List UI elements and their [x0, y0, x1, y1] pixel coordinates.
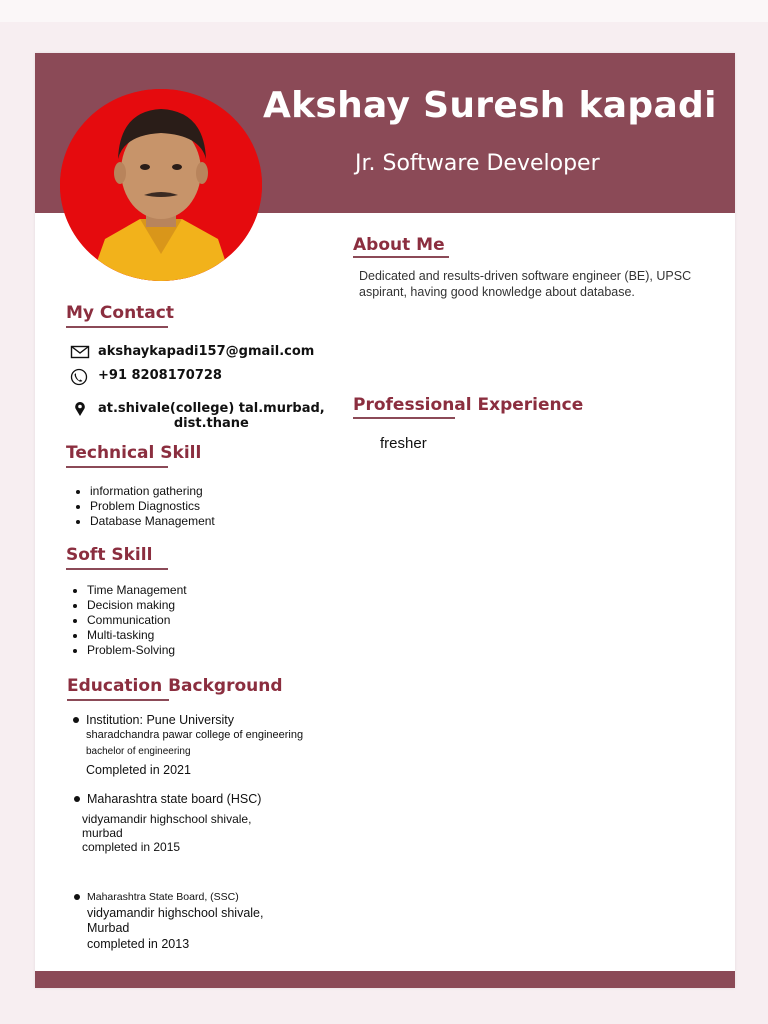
contact-phone-row: [70, 368, 222, 384]
education-heading: Education Background: [67, 676, 283, 696]
address-line-2: dist.thane: [173, 416, 249, 431]
contact-underline: [66, 326, 168, 328]
experience-text: fresher: [380, 435, 427, 452]
education-completed: completed in 2013: [87, 937, 190, 951]
bullet: [74, 894, 80, 900]
resume-page: [35, 53, 735, 988]
list-item: • information gathering: [90, 484, 215, 499]
education-place: Murbad: [87, 921, 130, 935]
top-strip: [0, 0, 768, 22]
contact-address-row: [70, 401, 325, 431]
profile-photo: [60, 89, 262, 281]
education-place: murbad: [82, 826, 123, 840]
location-pin-icon: [70, 401, 90, 417]
about-text: Dedicated and results-driven software engineer (BE), UPSC aspirant, having good knowledge about database.: [359, 269, 692, 299]
address-line-1: at.shivale(college) tal.murbad,: [98, 401, 325, 416]
experience-heading: Professional Experience: [353, 395, 584, 415]
education-completed: Completed in 2021: [86, 763, 191, 777]
contact-phone[interactable]: +91 8208170728: [98, 368, 222, 383]
list-item: • Database Management: [90, 514, 215, 529]
list-item: • Time Management: [87, 583, 187, 598]
phone-icon: [70, 368, 90, 384]
bullet: [74, 796, 80, 802]
education-underline: [67, 699, 169, 701]
education-college: sharadchandra pawar college of engineering: [86, 729, 304, 741]
education-completed: completed in 2015: [82, 840, 181, 854]
education-institution: Maharashtra state board (HSC): [87, 792, 262, 806]
soft-skill-underline: [66, 568, 168, 570]
about-underline: [353, 256, 449, 258]
resume-name: Akshay Suresh kapadi: [263, 85, 717, 126]
mail-icon: [70, 344, 90, 360]
contact-heading: My Contact: [66, 303, 174, 323]
technical-skill-list: [68, 484, 215, 529]
resume-job-title: Jr. Software Developer: [355, 151, 600, 176]
education-entry: [82, 792, 327, 855]
education-school: vidyamandir highschool shivale,: [82, 812, 252, 826]
contact-email[interactable]: akshaykapadi157@gmail.com: [98, 344, 315, 359]
bullet: [73, 717, 79, 723]
about-heading: About Me: [353, 235, 445, 255]
education-entry: [86, 713, 346, 777]
education-institution: Institution: Pune University: [86, 713, 234, 727]
technical-skill-underline: [66, 466, 168, 468]
list-item: • Communication: [87, 613, 187, 628]
list-item: • Problem Diagnostics: [90, 499, 215, 514]
list-item: • Problem-Solving: [87, 643, 187, 658]
list-item: • Multi-tasking: [87, 628, 187, 643]
contact-address: [98, 401, 325, 431]
education-degree: bachelor of engineering: [86, 746, 191, 757]
list-item: • Decision making: [87, 598, 187, 613]
soft-skill-list: [65, 583, 187, 658]
education-institution: Maharashtra State Board, (SSC): [87, 891, 239, 903]
soft-skill-heading: Soft Skill: [66, 545, 153, 565]
contact-email-row: [70, 344, 314, 360]
experience-underline: [353, 417, 455, 419]
footer-band: [35, 971, 735, 988]
technical-skill-heading: Technical Skill: [66, 443, 202, 463]
education-school: vidyamandir highschool shivale,: [87, 906, 264, 920]
education-entry: [87, 891, 327, 952]
